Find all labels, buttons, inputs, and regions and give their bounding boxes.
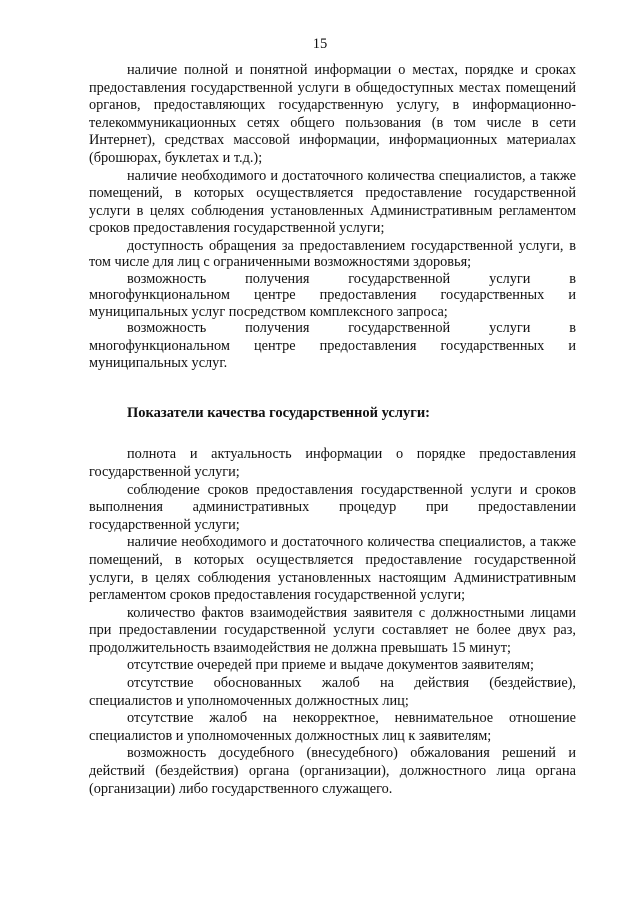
- paragraph-interaction-count: количество фактов взаимодействия заявителя с должностными лицами при предоставлении государственной услуги составляет не более двух раз, продолжительность взаимодействия не должна превышать 15 минут;: [89, 604, 576, 656]
- paragraph-pretrial-appeal: возможность досудебного (внесудебного) обжалования решений и действий (бездействия) органа (организации), должностного лица органа (организации) либо государственного служащего.: [89, 745, 576, 797]
- paragraph-mfc-complex-request: возможность получения государственной услуги в многофункциональном центре предоставления государственных и муниципальных услуг посредством комплексного запроса;: [89, 270, 576, 320]
- document-body: [89, 62, 576, 798]
- paragraph-staff-and-premises-quality: наличие необходимого и достаточного количества специалистов, а также помещений, в которых осуществляется предоставление государственной услуги, в целях соблюдения установленных настоящим Административным регламентом сроков предоставления государственной услуги;: [89, 534, 576, 604]
- page-number: 15: [312, 36, 328, 52]
- paragraph-no-justified-complaints: отсутствие обоснованных жалоб на действия (бездействие), специалистов и уполномоченных должностных лиц;: [89, 675, 576, 709]
- paragraph-accessibility: доступность обращения за предоставлением государственной услуги, в том числе для лиц с ограниченными возможностями здоровья;: [89, 237, 576, 271]
- paragraph-mfc-service: возможность получения государственной услуги в многофункциональном центре предоставления государственных и муниципальных услуг.: [89, 319, 576, 372]
- paragraph-deadline-compliance: соблюдение сроков предоставления государственной услуги и сроков выполнения административных процедур при предоставлении государственной услуги;: [89, 481, 576, 533]
- paragraph-no-queues: отсутствие очередей при приеме и выдаче документов заявителям;: [127, 657, 535, 674]
- paragraph-no-incorrect-attitude-complaints: отсутствие жалоб на некорректное, невнимательное отношение специалистов и уполномоченных должностных лиц к заявителям;: [89, 710, 576, 744]
- paragraph-staff-and-premises: наличие необходимого и достаточного количества специалистов, а также помещений, в которых осуществляется предоставление государственной услуги в целях соблюдения установленных Административным регламентом сроков предоставления государственной услуги;: [89, 167, 576, 237]
- paragraph-information-completeness: полнота и актуальность информации о порядке предоставления государственной услуги;: [89, 446, 576, 480]
- section-heading-quality-indicators: Показатели качества государственной услуги:: [127, 404, 431, 421]
- paragraph-information-availability: наличие полной и понятной информации о местах, порядке и сроках предоставления государственной услуги в общедоступных местах помещений органов, предоставляющих государственную услугу, в информационно-телекоммуникационных сетях общего пользования (в том числе в сети Интернет), средствах массовой информации, информационных материалах (брошюрах, буклетах и т.д.);: [89, 62, 576, 166]
